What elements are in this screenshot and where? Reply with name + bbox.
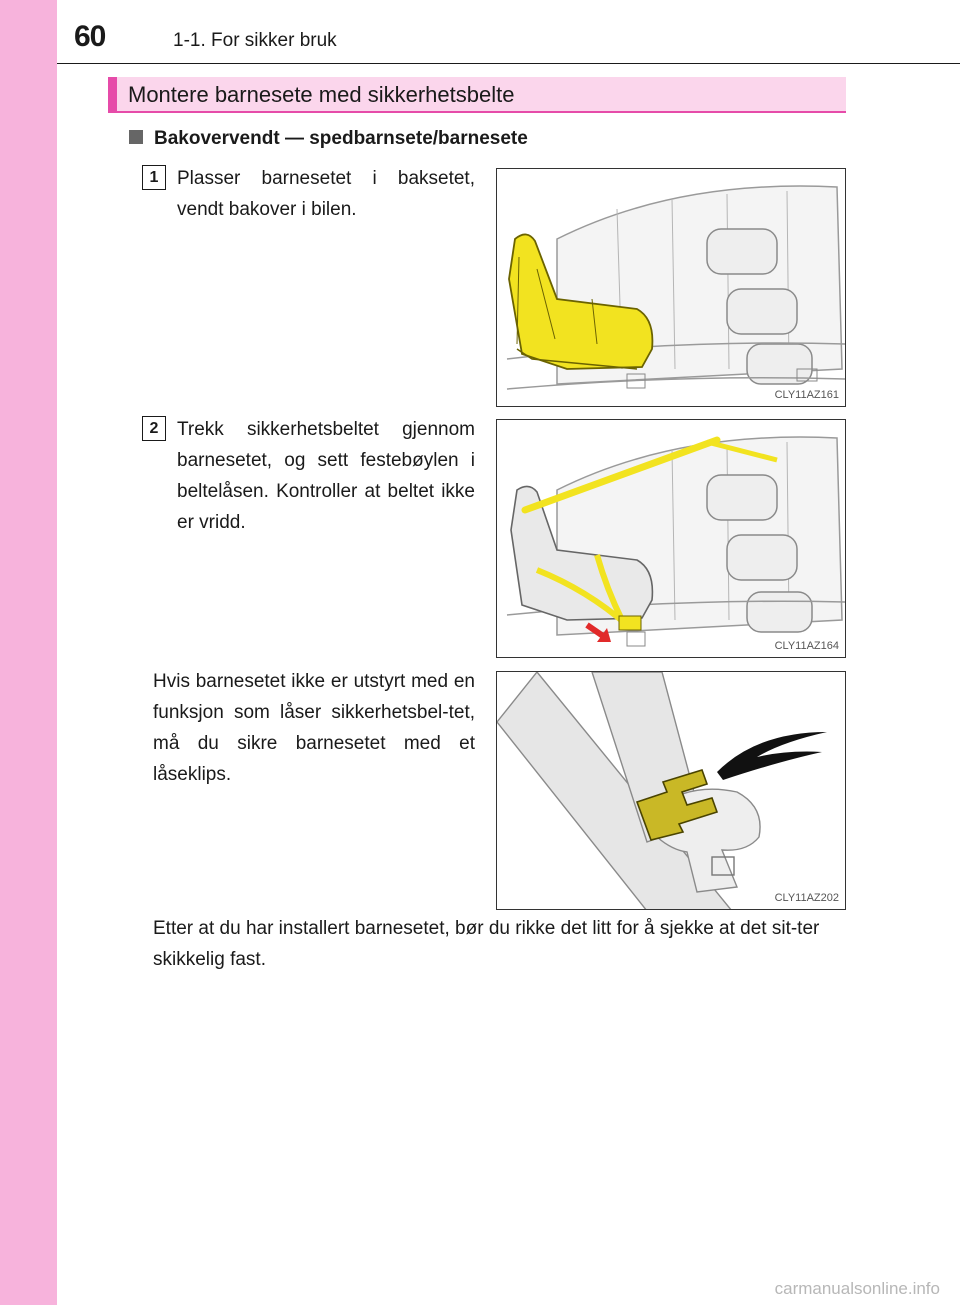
section-title: Montere barnesete med sikkerhetsbelte bbox=[128, 82, 515, 107]
seat-belt-routing-illustration bbox=[497, 420, 846, 658]
bullet-square-icon bbox=[129, 130, 143, 144]
watermark-text: carmanualsonline.info bbox=[774, 1279, 940, 1298]
locking-clip-text: Hvis barnesetet ikke er utstyrt med en funksjon som låser sikkerhetsbel-tet, må du sikre barnesetet med et låseklips. bbox=[153, 671, 475, 785]
section-header bbox=[108, 77, 846, 113]
step-text: Plasser barnesetet i baksetet, vendt bakover i bilen. bbox=[177, 168, 475, 220]
step-text: Trekk sikkerhetsbeltet gjennom barnesetet, og sett festebøylen i beltelåsen. Kontroller at beltet ikke er vridd. bbox=[177, 419, 475, 533]
page-number: 60 bbox=[74, 20, 106, 53]
subsection-heading-text: Bakovervendt — spedbarnsete/barnesete bbox=[154, 128, 528, 149]
step-number-badge: 2 bbox=[142, 416, 166, 441]
closing-paragraph: Etter at du har installert barnesetet, bør du rikke det litt for å sjekke at det sit-ter skikkelig fast. bbox=[153, 918, 820, 970]
side-color-band bbox=[0, 0, 57, 1305]
figure-code: CLY11AZ161 bbox=[774, 389, 839, 401]
figure-code: CLY11AZ202 bbox=[774, 892, 839, 904]
section-accent-bar bbox=[108, 77, 117, 111]
locking-clip-illustration bbox=[497, 672, 846, 910]
figure-locking-clip bbox=[496, 671, 846, 910]
figure-child-seat-placement bbox=[496, 168, 846, 407]
figure-seat-belt-routing bbox=[496, 419, 846, 658]
chapter-title: 1-1. For sikker bruk bbox=[173, 30, 337, 51]
figure-code: CLY11AZ164 bbox=[774, 640, 839, 652]
header-divider bbox=[57, 63, 960, 64]
step-number-badge: 1 bbox=[142, 165, 166, 190]
rear-seat-with-child-seat-illustration bbox=[497, 169, 846, 407]
subsection-heading bbox=[129, 128, 528, 150]
